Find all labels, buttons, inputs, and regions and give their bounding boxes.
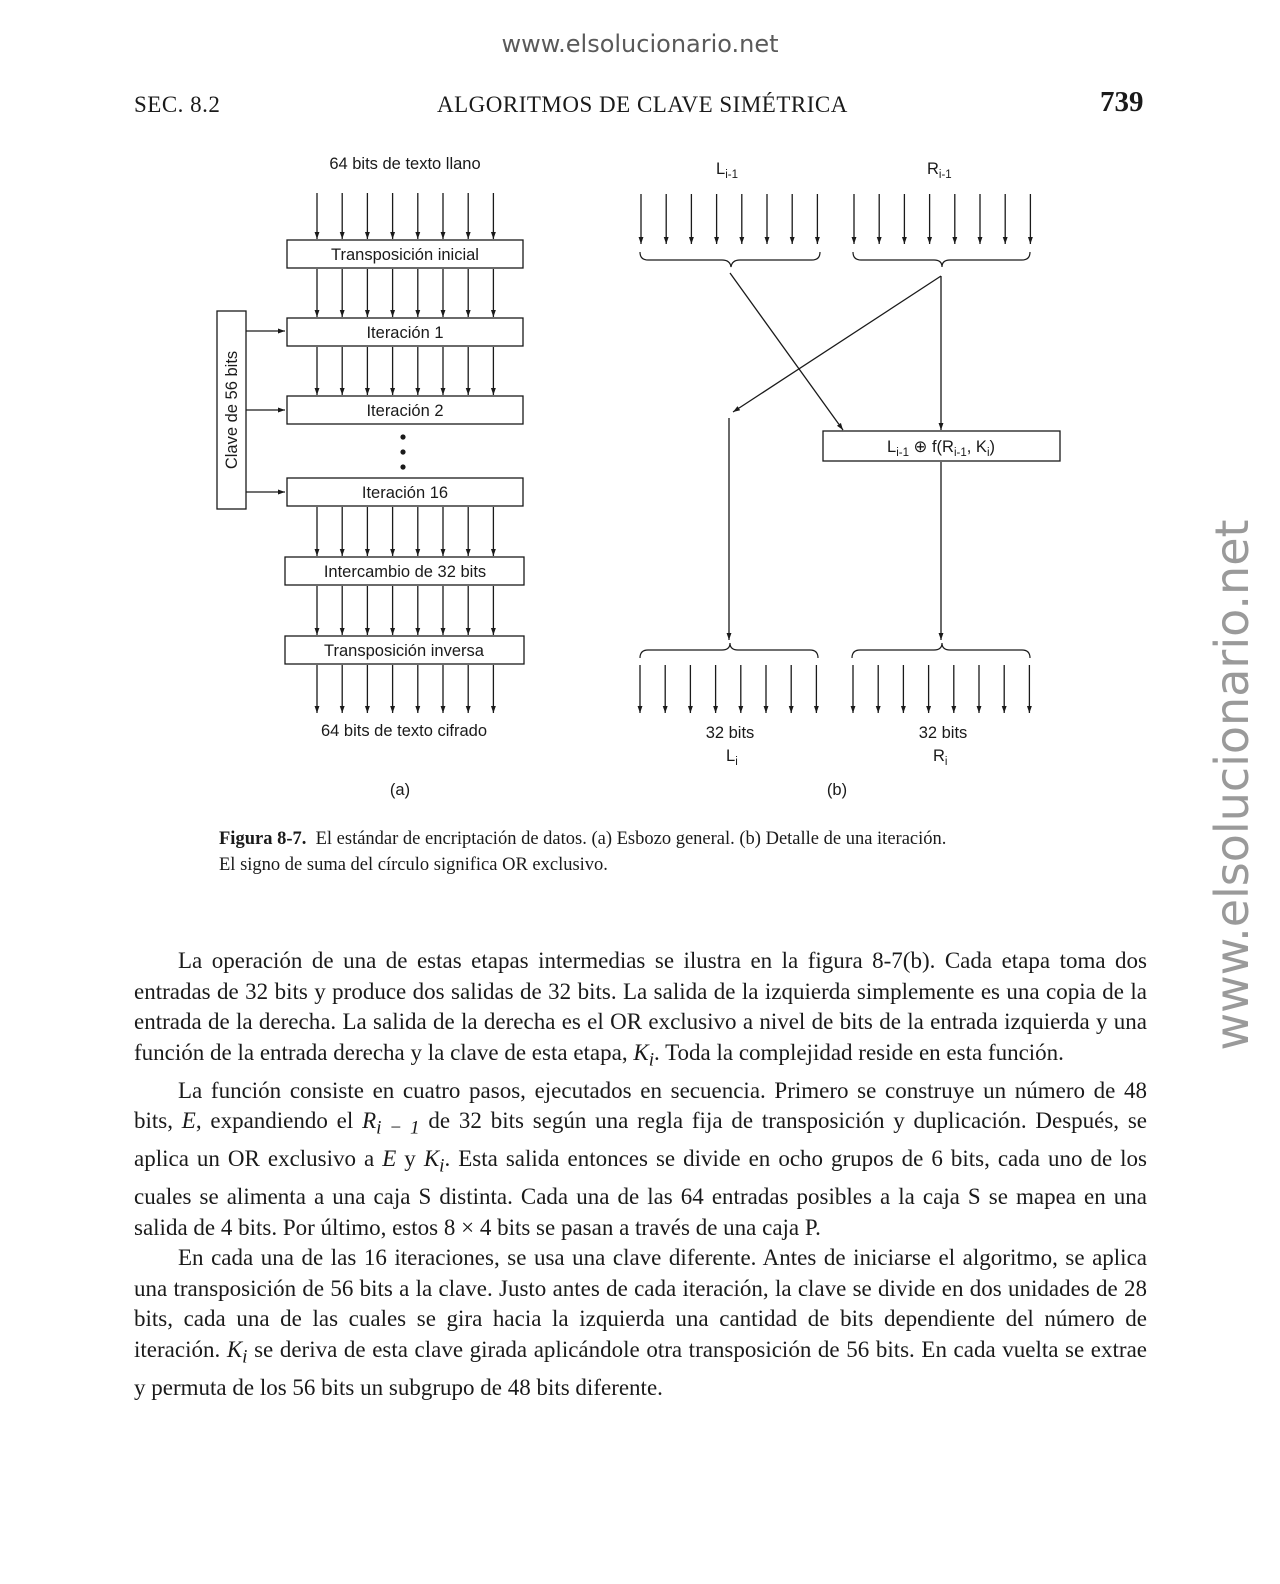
figure-caption bbox=[219, 826, 1099, 878]
brace-right-out bbox=[852, 643, 1030, 658]
key-arrows bbox=[246, 331, 285, 492]
brace-left-in bbox=[640, 252, 820, 267]
right-input-label: $R_{i-1}$ bbox=[927, 160, 952, 181]
box-label: Iteración 1 bbox=[366, 324, 444, 342]
right-output-bits: 32 bits bbox=[918, 724, 968, 742]
xor-function-box bbox=[823, 431, 1060, 461]
caption-label: Figura 8-7. bbox=[219, 829, 307, 849]
section-label: SEC. 8.2 bbox=[134, 92, 221, 117]
paragraph-1: La operación de una de estas etapas intermedias se ilustra en la figura 8-7(b). Cada etapa toma dos entradas de 32 bits y produce dos salidas de 32 bits. La salida de la izquierda simplemente es una copia de la entrada de la derecha. La salida de la derecha es el OR exclusivo a nivel de bits de la entrada izquierda y una función de la entrada derecha y la clave de esta etapa, $K_i$. Toda la complejidad reside en esta función. bbox=[134, 948, 1147, 1071]
box-32bit-swap bbox=[285, 557, 524, 585]
left-input-label: $L_{i-1}$ bbox=[716, 160, 738, 181]
brace-right-in bbox=[853, 252, 1030, 267]
box-iteration-16 bbox=[287, 478, 523, 506]
box-label: Transposición inversa bbox=[324, 642, 484, 660]
brace-left-out bbox=[640, 643, 818, 658]
figure-a bbox=[217, 155, 524, 799]
ciphertext-label: 64 bits de texto cifrado bbox=[320, 722, 488, 740]
caption-line-1: El estándar de encriptación de datos. (a) Esbozo general. (b) Detalle de una iteración. bbox=[315, 829, 947, 849]
left-output-label: $L_i$ bbox=[726, 747, 738, 768]
box-initial-transposition bbox=[287, 240, 523, 268]
left-output-bits: 32 bits bbox=[705, 724, 755, 742]
plaintext-label: 64 bits de texto llano bbox=[329, 155, 481, 173]
body-text bbox=[134, 946, 1147, 1403]
caption-line-2: El signo de suma del círculo significa OR exclusivo. bbox=[219, 855, 608, 875]
key-label: Clave de 56 bits bbox=[223, 350, 241, 470]
box-label: Intercambio de 32 bits bbox=[323, 563, 487, 581]
box-iteration-2 bbox=[287, 396, 523, 424]
paragraph-3: En cada una de las 16 iteraciones, se usa una clave diferente. Antes de iniciarse el algoritmo, se aplica una transposición de 56 bits a la clave. Justo antes de cada iteración, la clave se divide en dos unidades de 28 bits, cada una de las cuales se gira hacia la izquierda una cantidad de bits dependiente del número de iteración. $K_i$ se deriva de esta clave girada aplicándole otra transposición de 56 bits. En cada vuelta se extrae y permuta de los 56 bits un subgrupo de 48 bits diferente. bbox=[134, 1245, 1147, 1400]
figure-b bbox=[640, 160, 1060, 799]
box-label: Iteración 2 bbox=[366, 402, 444, 420]
page-number: 739 bbox=[1100, 86, 1144, 118]
box-iteration-1 bbox=[287, 318, 523, 346]
right-output-label: $R_i$ bbox=[933, 747, 948, 768]
watermark-side: www.elsolucionario.net bbox=[1205, 519, 1259, 1051]
box-inverse-transposition bbox=[285, 636, 524, 664]
box-label: Transposición inicial bbox=[331, 246, 479, 264]
paragraph-2: La función consiste en cuatro pasos, ejecutados en secuencia. Primero se construye un número de 48 bits, E, expandiendo el $R_{i - 1}$ de 32 bits según una regla fija de transposición y duplicación. Después, se aplica un OR exclusivo a E y $K_i$. Esta salida entonces se divide en ocho grupos de 6 bits, cada uno de los cuales se alimenta a una caja S distinta. Cada una de las 64 entradas posibles a la caja S se mapea en una salida de 4 bits. Por último, estos 8 × 4 bits se pasan a través de una caja P. bbox=[134, 1077, 1148, 1240]
box-label: Iteración 16 bbox=[361, 484, 449, 502]
ellipsis-dots bbox=[400, 434, 405, 469]
key-box bbox=[217, 311, 246, 509]
panel-label-a: (a) bbox=[389, 781, 411, 799]
panel-label-b: (b) bbox=[826, 781, 848, 799]
watermark-top: www.elsolucionario.net bbox=[501, 30, 779, 58]
chapter-title: ALGORITMOS DE CLAVE SIMÉTRICA bbox=[437, 92, 848, 117]
xor-function-label: $L_{i-1}$ ⊕ $f(R_{i-1}$, $K_i$) bbox=[887, 438, 995, 459]
